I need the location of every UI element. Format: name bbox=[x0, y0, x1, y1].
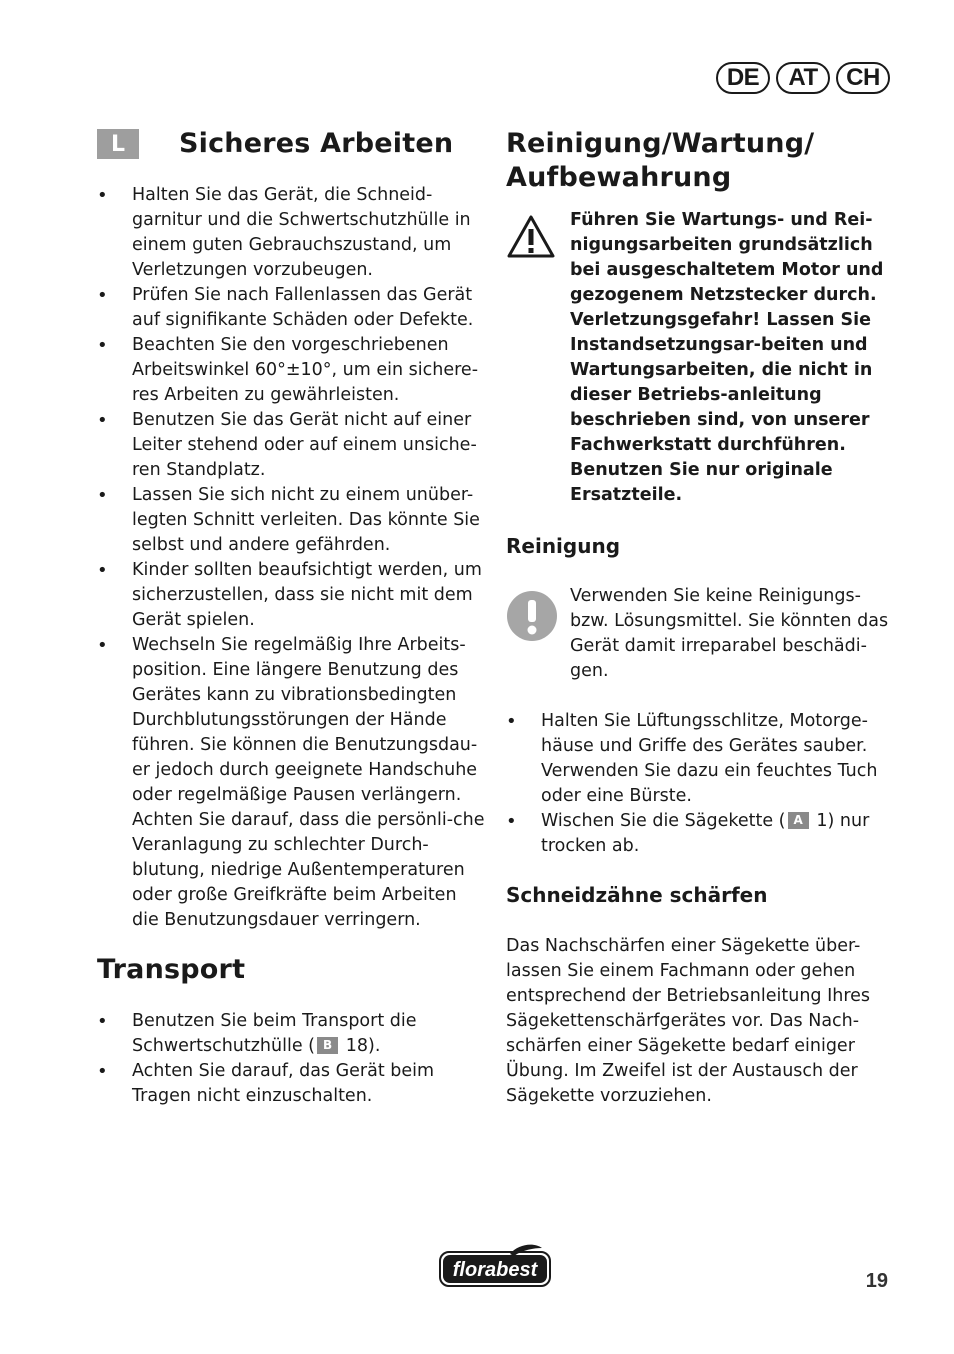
list-item: • Wechseln Sie regelmäßig Ihre Arbeits-position. Eine längere Benutzung des Gerätes kann zu vibrationsbedingten Durchblutungsstörungen der Hände führen. Sie können die Benutzungsdau-er jedoch durch geeignete Handschuhe oder regelmäßige Pausen verlängern. Achten Sie darauf, dass die persönli-che Veranlagung zu schlechter Durch-blutung, niedrige Außentemperaturen oder große Greifkräfte beim Arbeiten die Benutzungsdauer verringern. bbox=[97, 633, 487, 933]
clean-item2-text: Wischen Sie die Sägekette ( bbox=[541, 811, 786, 831]
list-item bbox=[506, 809, 896, 859]
list-item: • Kinder sollten beaufsichtigt werden, um sicherzustellen, dass sie nicht mit dem Gerät spielen. bbox=[97, 558, 487, 633]
list-item: • Benutzen Sie das Gerät nicht auf einer Leiter stehend oder auf einem unsiche-ren Standplatz. bbox=[97, 408, 487, 483]
transport-title: Transport bbox=[97, 954, 246, 985]
safe-work-heading-row bbox=[97, 127, 497, 161]
list-item: • Halten Sie Lüftungsschlitze, Motorge-häuse und Griffe des Gerätes sauber. Verwenden Sie dazu ein feuchtes Tuch oder eine Bürste. bbox=[506, 709, 896, 809]
exclamation-circle-icon bbox=[506, 584, 570, 684]
transport-item1-text: Benutzen Sie beim Transport die Schwertschutzhülle ( bbox=[132, 1011, 417, 1056]
transport-list bbox=[97, 1009, 487, 1109]
warning-text: Führen Sie Wartungs- und Rei-nigungsarbeiten grundsätzlich bei ausgeschaltetem Motor und gezogenem Netzstecker durch. Verletzungsgefahr! Lassen Sie Instandsetzungsar-beiten und Wartungsarbeiten, die nicht in dieser Betriebs-anleitung beschrieben sind, von unserer Fachwerkstatt durchführen. Benutzen Sie nur originale Ersatzteile. bbox=[570, 210, 884, 505]
section-letter-badge: L bbox=[97, 129, 139, 159]
figure-ref-badge: B bbox=[317, 1037, 338, 1054]
lang-badge-de: DE bbox=[716, 62, 770, 94]
sharpen-title: Schneidzähne schärfen bbox=[506, 883, 768, 907]
logo-text: florabest bbox=[452, 1259, 538, 1281]
clean-item2-suffix: 1) nur trocken ab. bbox=[541, 811, 870, 856]
note-block bbox=[506, 584, 896, 684]
figure-ref-badge: A bbox=[788, 812, 809, 829]
lang-badge-at: AT bbox=[776, 62, 830, 94]
cleaning-list bbox=[506, 709, 896, 859]
page-number: 19 bbox=[865, 1270, 888, 1292]
warning-triangle-icon bbox=[506, 208, 570, 508]
florabest-logo bbox=[438, 1244, 552, 1294]
language-badges bbox=[716, 62, 890, 94]
lang-badge-ch: CH bbox=[836, 62, 890, 94]
note-text: Verwenden Sie keine Reinigungs-bzw. Lösungsmittel. Sie könnten das Gerät damit irreparabel beschädi-gen. bbox=[570, 586, 889, 681]
sharpen-text: Das Nachschärfen einer Sägekette über-lassen Sie einem Fachmann oder gehen entsprechend der Betriebsanleitung Ihres Sägekettenschärfgerätes vor. Das Nach-schärfen einer Sägekette bedarf einiger Übung. Im Zweifel ist der Austausch der Sägekette vorzuziehen. bbox=[506, 936, 871, 1106]
list-item: • Beachten Sie den vorgeschriebenen Arbeitswinkel 60°±10°, um ein sichere-res Arbeiten zu gewährleisten. bbox=[97, 333, 487, 408]
list-item bbox=[97, 1009, 487, 1059]
list-item: • Achten Sie darauf, das Gerät beim Tragen nicht einzuschalten. bbox=[97, 1059, 487, 1109]
safe-work-title: Sicheres Arbeiten bbox=[179, 128, 454, 159]
maintenance-title: Reinigung/Wartung/ Aufbewahrung bbox=[506, 128, 815, 193]
cleaning-title: Reinigung bbox=[506, 534, 621, 558]
list-item: • Prüfen Sie nach Fallenlassen das Gerät auf signifikante Schäden oder Defekte. bbox=[97, 283, 487, 333]
transport-item1-suffix: 18). bbox=[340, 1036, 381, 1056]
safe-work-list bbox=[97, 183, 487, 933]
warning-block bbox=[506, 208, 896, 508]
list-item: • Halten Sie das Gerät, die Schneid-garnitur und die Schwertschutzhülle in einem guten Gebrauchszustand, um Verletzungen vorzubeugen. bbox=[97, 183, 487, 283]
list-item: • Lassen Sie sich nicht zu einem unüber-legten Schnitt verleiten. Das könnte Sie selbst und andere gefährden. bbox=[97, 483, 487, 558]
